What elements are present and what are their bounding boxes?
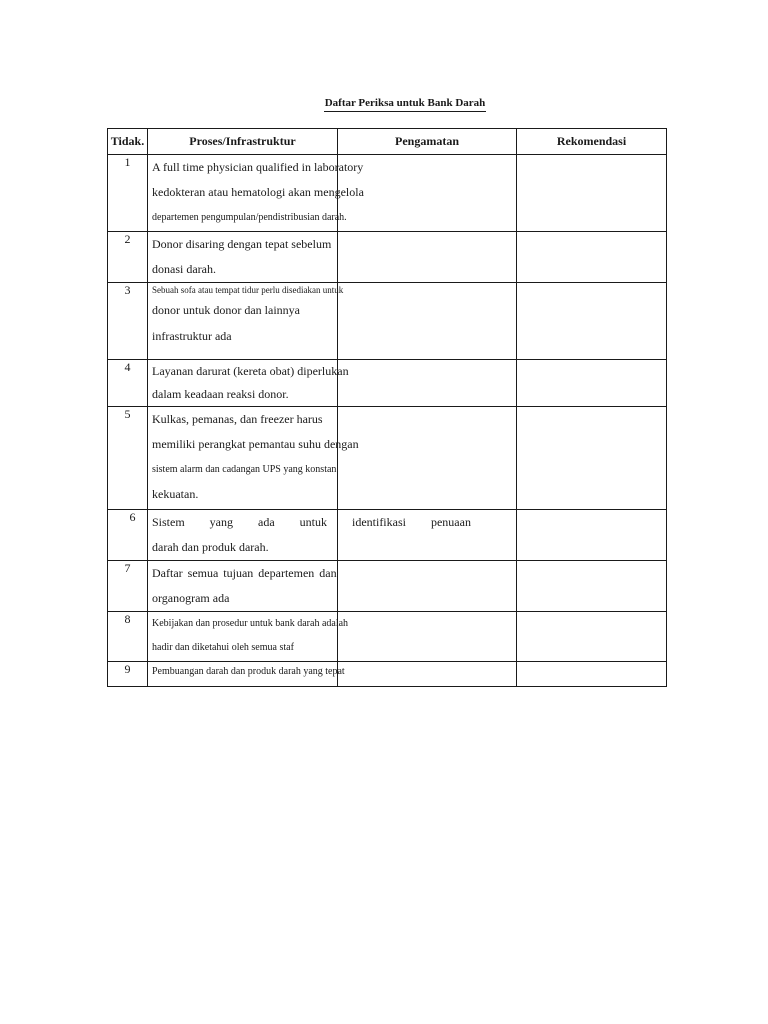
recommendation-cell	[517, 283, 667, 360]
header-observation: Pengamatan	[338, 129, 517, 155]
process-line: hadir dan diketahui oleh semua staf	[152, 642, 294, 653]
table-row	[108, 561, 667, 612]
process-cell	[148, 360, 349, 407]
process-line: Layanan darurat (kereta obat) diperlukan	[152, 364, 349, 378]
document-title-text: Daftar Periksa untuk Bank Darah	[324, 96, 487, 112]
row-number: 6	[108, 510, 148, 561]
row-number: 4	[108, 360, 148, 407]
table-row	[108, 407, 667, 510]
row-number: 2	[108, 232, 148, 283]
process-line: Pembuangan darah dan produk darah yang tepat	[152, 666, 345, 677]
table-row	[108, 155, 667, 232]
table-header-row	[108, 129, 667, 155]
process-line: A full time physician qualified in laboratory	[152, 160, 364, 174]
table-row	[108, 510, 667, 561]
process-line: Sistem yang ada untuk identifikasi penuaan	[152, 515, 471, 529]
row-number: 1	[108, 155, 148, 232]
process-line: kekuatan.	[152, 487, 199, 501]
process-cell	[148, 407, 359, 510]
checklist-table	[107, 128, 667, 687]
process-line: darah dan produk darah.	[152, 540, 269, 554]
document-title	[0, 96, 768, 112]
recommendation-cell	[517, 662, 667, 687]
process-line: organogram ada	[152, 591, 230, 605]
row-number: 3	[108, 283, 148, 360]
recommendation-cell	[517, 407, 667, 510]
process-cell	[148, 232, 338, 283]
recommendation-cell	[517, 360, 667, 407]
process-line: Sebuah sofa atau tempat tidur perlu disediakan untuk	[152, 285, 344, 295]
recommendation-cell	[517, 232, 667, 283]
table-row	[108, 360, 667, 407]
process-cell	[148, 283, 344, 360]
table-row	[108, 662, 667, 687]
process-cell	[148, 510, 471, 561]
row-number: 9	[108, 662, 148, 687]
recommendation-cell	[517, 612, 667, 662]
process-line: donasi darah.	[152, 262, 216, 276]
process-line: Kulkas, pemanas, dan freezer harus	[152, 412, 323, 426]
process-cell	[148, 612, 349, 662]
process-cell	[148, 155, 364, 232]
process-line: Donor disaring dengan tepat sebelum	[152, 237, 332, 251]
table-row	[108, 232, 667, 283]
row-number: 7	[108, 561, 148, 612]
recommendation-cell	[517, 561, 667, 612]
process-line: infrastruktur ada	[152, 329, 232, 343]
process-cell	[148, 561, 338, 612]
table-row	[108, 283, 667, 360]
row-number: 5	[108, 407, 148, 510]
recommendation-cell	[517, 510, 667, 561]
header-no: Tidak.	[108, 129, 148, 155]
recommendation-cell	[517, 155, 667, 232]
process-line: departemen pengumpulan/pendistribusian darah.	[152, 212, 347, 223]
process-line: Kebijakan dan prosedur untuk bank darah adalah	[152, 618, 349, 629]
row-number: 8	[108, 612, 148, 662]
table-row	[108, 612, 667, 662]
process-line: Daftar semua tujuan departemen dan	[152, 566, 337, 580]
process-line: memiliki perangkat pemantau suhu dengan	[152, 437, 359, 451]
process-line: sistem alarm dan cadangan UPS yang konstan	[152, 464, 337, 475]
process-line: donor untuk donor dan lainnya	[152, 303, 300, 317]
process-line: dalam keadaan reaksi donor.	[152, 387, 289, 401]
header-process: Proses/Infrastruktur	[148, 129, 338, 155]
header-recommendation: Rekomendasi	[517, 129, 667, 155]
process-line: kedokteran atau hematologi akan mengelola	[152, 185, 364, 199]
process-cell	[148, 662, 345, 687]
